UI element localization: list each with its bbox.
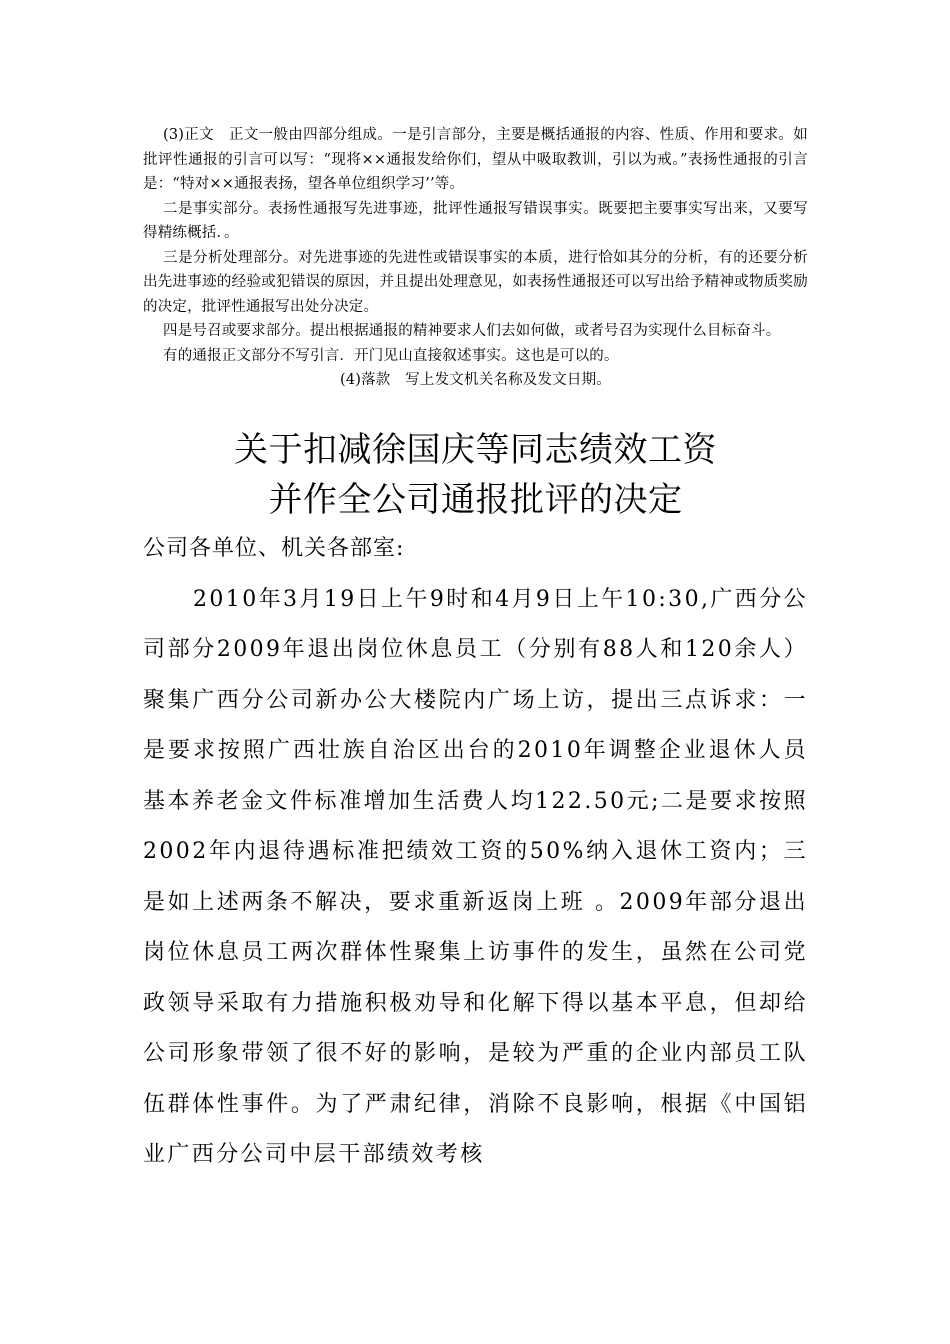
note-paragraph-no-intro: 有的通报正文部分不写引言．开门见山直接叙述事实。这也是可以的。 [163,347,619,364]
title-line-1: 关于扣减徐国庆等同志绩效工资 [234,429,717,470]
note-paragraph-signature: (4)落款 写上发文机关名称及发文日期。 [339,372,612,388]
salutation: 公司各单位、机关各部室: [143,535,405,561]
document-page [143,0,808,1181]
note-paragraph-facts: 二是事实部分。表扬性通报写先进事迹，批评性通报写错误事实。既要把主要事实写出来，又要写得精练概括．。 [143,200,808,241]
writing-notes [143,123,808,393]
note-paragraph-analysis: 三是分析处理部分。对先进事迹的先进性或错误事实的本质，进行恰如其分的分析，有的还要分析出先进事迹的经验或犯错误的原因，并且提出处理意见，如表扬性通报还可以写出给予精神或物质奖励的决定，批评性通报写出处分决定。 [143,249,808,315]
note-paragraph-call: 四是号召或要求部分。提出根据通报的精神要求人们去如何做，或者号召为实现什么目标奋斗。 [163,323,781,339]
document-title [143,425,808,525]
note-paragraph-body: (3)正文 正文一般由四部分组成。一是引言部分，主要是概括通报的内容、性质、作用和要求。如批评性通报的引言可以写：“现将××通报发给你们，望从中吸取教训，引以为戒。”表扬性通报的引言是：“特对××通报表扬，望各单位组织学习’’等。 [143,127,808,192]
body-paragraph: 2010年3月19日上午9时和4月9日上午10:30,广西分公司部分2009年退出岗位休息员工（分别有88人和120余人）聚集广西分公司新办公大楼院内广场上访，提出三点诉求：一是要求按照广西壮族自治区出台的2010年调整企业退休人员基本养老金文件标准增加生活费人均122.50元;二是要求按照2002年内退待遇标准把绩效工资的50%纳入退休工资内；三是如上述两条不解决，要求重新返岗上班 。2009年部分退出岗位休息员工两次群体性聚集上访事件的发生，虽然在公司党政领导采取有力措施积极劝导和化解下得以基本平息，但却给公司形象带领了很不好的影响，是较为严重的企业内部员工队伍群体性事件。为了严肃纪律，消除不良影响，根据《中国铝业广西分公司中层干部绩效考核 [143,586,808,1167]
title-line-2: 并作全公司通报批评的决定 [268,479,683,520]
